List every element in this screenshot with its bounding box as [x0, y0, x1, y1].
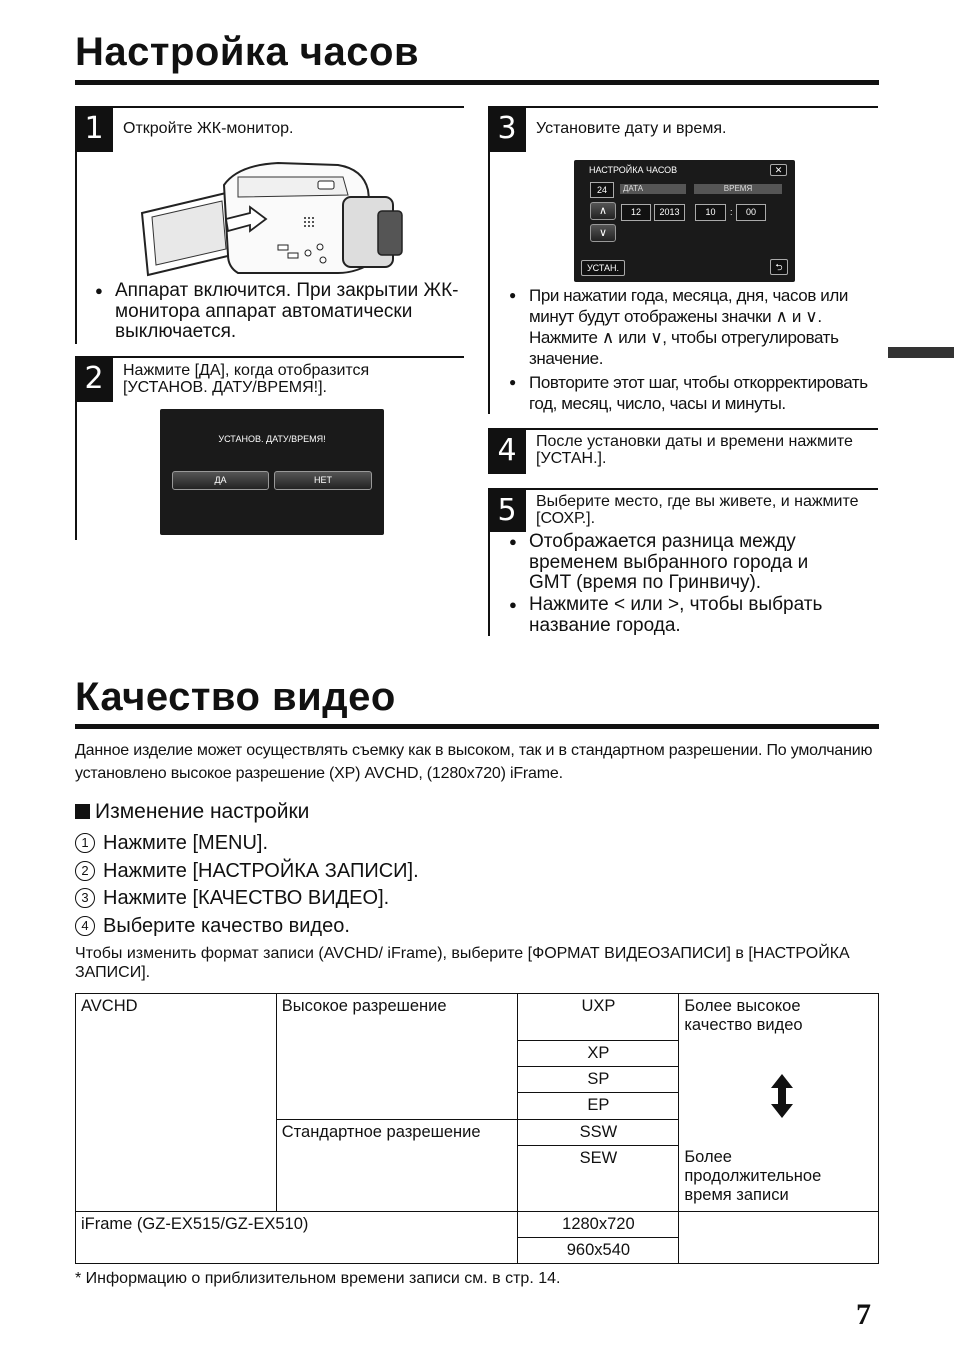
better-quality-text: Более высокое качество видео: [684, 997, 803, 1034]
month-field[interactable]: 12: [621, 204, 651, 221]
title-rule: [75, 80, 879, 85]
subheading: [75, 800, 309, 824]
setting-step-4: [75, 915, 350, 937]
step2-number: 2: [75, 358, 113, 402]
setting-step-2: [75, 860, 419, 882]
step4-number: 4: [488, 430, 526, 474]
no-button[interactable]: НЕТ: [274, 471, 372, 490]
setting-step-1-text: Нажмите [MENU].: [103, 832, 269, 854]
cell-uxp: UXP: [518, 994, 679, 1041]
step1-number: 1: [75, 108, 113, 152]
step5-side-line: [488, 490, 490, 636]
circle-number-1: 1: [75, 833, 95, 853]
time-label: ВРЕМЯ: [694, 184, 782, 194]
step5-text: Выберите место, где вы живете, и нажмите [СОХР.].: [536, 493, 859, 527]
close-icon[interactable]: ✕: [770, 164, 787, 176]
step3-bullet-2: ● Повторите этот шаг, чтобы откорректировать год, месяц, число, часы и минуты.: [509, 372, 881, 414]
up-down-arrow-icon: [771, 1074, 793, 1118]
setting-step-3: [75, 887, 389, 909]
clock-screen-title: НАСТРОЙКА ЧАСОВ: [589, 165, 678, 175]
cell-960x540: 960x540: [518, 1238, 679, 1264]
page-edge-tab: [888, 347, 954, 358]
cell-ep: EP: [518, 1093, 679, 1120]
step3-bullet-1: ● При нажатии года, месяца, дня, часов или минут будут отображены значки ∧ и ∨. Нажмите ∧ или ∨, чтобы отрегулировать значение.: [509, 285, 874, 369]
day-field[interactable]: 24: [590, 182, 614, 198]
cell-1280x720: 1280x720: [518, 1212, 679, 1238]
page-number: 7: [856, 1298, 871, 1331]
back-icon[interactable]: ⮌: [770, 259, 788, 275]
date-label: ДАТА: [620, 184, 686, 194]
step3-text: Установите дату и время.: [536, 120, 727, 137]
footnote: * Информацию о приблизительном времени записи см. в стр. 14.: [75, 1270, 561, 1287]
section-title-video-quality: Качество видео: [75, 675, 396, 719]
cell-empty: [679, 1212, 879, 1264]
step5-bullet-1: ● Отображается разница между временем выбранного города и GMT (время по Гринвичу).: [509, 532, 854, 594]
yes-button[interactable]: ДА: [172, 471, 269, 490]
confirm-screen-title: УСТАНОВ. ДАТУ/ВРЕМЯ!: [218, 434, 326, 444]
step3-side-line: [488, 108, 490, 414]
year-field[interactable]: 2013: [654, 204, 685, 221]
minute-field[interactable]: 00: [736, 204, 766, 221]
step2-text: Нажмите [ДА], когда отобразится [УСТАНОВ. ДАТУ/ВРЕМЯ!].: [123, 362, 370, 396]
circle-number-3: 3: [75, 888, 95, 908]
chevron-down-icon[interactable]: ∨: [590, 224, 616, 242]
step3-number: 3: [488, 108, 526, 152]
square-bullet-icon: [75, 804, 90, 819]
step4-top-line: [488, 428, 878, 430]
step5-number: 5: [488, 490, 526, 532]
setting-step-4-text: Выберите качество видео.: [103, 915, 350, 937]
cell-high-res: Высокое разрешение: [276, 994, 518, 1120]
lcd-panel-drawing: [142, 193, 232, 275]
format-note: Чтобы изменить формат записи (AVCHD/ iFrame), выберите [ФОРМАТ ВИДЕОЗАПИСИ] в [НАСТРОЙКА ЗАПИСИ].: [75, 945, 850, 981]
intro-paragraph: Данное изделие может осуществлять съемку как в высоком, так и в стандартном разрешении. По умолчанию установлено высокое разрешение (XP) AVCHD, (1280x720) iFrame.: [75, 742, 873, 782]
step4-text: После установки даты и времени нажмите [УСТАН.].: [536, 433, 853, 467]
step3-top-line: [488, 106, 878, 108]
set-button[interactable]: УСТАН.: [581, 260, 625, 276]
cell-sp: SP: [518, 1067, 679, 1093]
step2-top-line: [75, 356, 464, 358]
video-quality-table: [75, 993, 879, 1264]
circle-number-4: 4: [75, 916, 95, 936]
cell-iframe: iFrame (GZ-EX515/GZ-EX510): [76, 1212, 518, 1264]
confirm-screen: [160, 409, 384, 535]
setting-step-3-text: Нажмите [КАЧЕСТВО ВИДЕО].: [103, 887, 390, 909]
cell-avchd: AVCHD: [76, 994, 277, 1212]
subheading-text: Изменение настройки: [95, 800, 310, 823]
section-title-clock: Настройка часов: [75, 30, 420, 74]
chevron-up-icon[interactable]: ∧: [590, 202, 616, 220]
cell-sew: SEW: [518, 1146, 679, 1212]
cell-ssw: SSW: [518, 1120, 679, 1146]
hour-field[interactable]: 10: [695, 204, 726, 221]
step1-top-line: [75, 106, 464, 108]
setting-step-1: [75, 832, 268, 854]
cell-xp: XP: [518, 1041, 679, 1067]
longer-time-text: Более продолжительное время записи: [684, 1148, 822, 1204]
title-rule-2: [75, 724, 879, 729]
setting-step-2-text: Нажмите [НАСТРОЙКА ЗАПИСИ].: [103, 860, 419, 882]
time-separator: :: [730, 207, 733, 217]
camcorder-illustration: [138, 155, 404, 280]
step5-bullet-2: ● Нажмите < или >, чтобы выбрать название города.: [509, 595, 864, 636]
clock-setting-screen: [574, 160, 795, 282]
step5-top-line: [488, 488, 878, 490]
step1-text: Откройте ЖК-монитор.: [123, 120, 294, 137]
cell-quality-scale: [679, 994, 879, 1212]
step1-side-line: [75, 108, 77, 344]
circle-number-2: 2: [75, 861, 95, 881]
step1-bullet: ● Аппарат включится. При закрытии ЖК-монитора аппарат автоматически выключается.: [95, 281, 460, 343]
cell-standard-res: Стандартное разрешение: [276, 1120, 518, 1212]
step2-side-line: [75, 358, 77, 540]
